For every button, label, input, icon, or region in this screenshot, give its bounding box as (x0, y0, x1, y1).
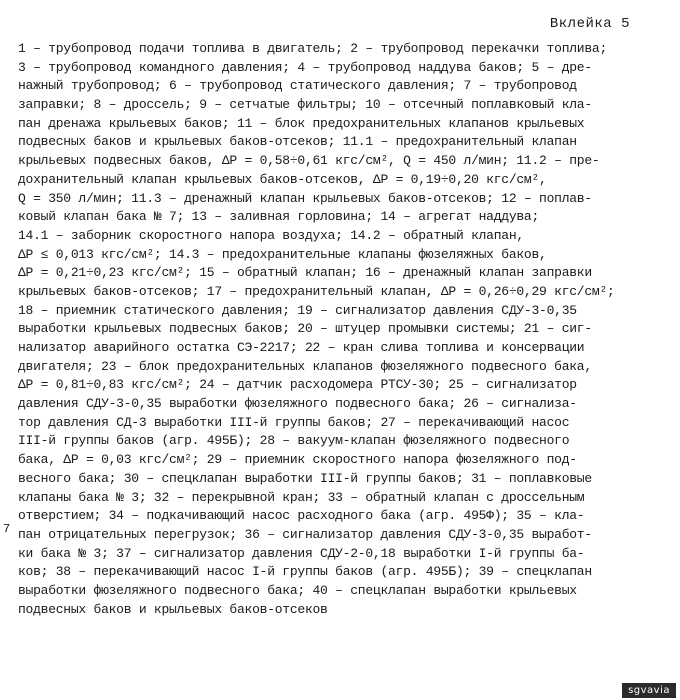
text-line: Q = 350 л/мин; 11.3 – дренажный клапан крыльевых баков-отсеков; 12 – поплав- (18, 190, 592, 206)
text-line: двигателя; 23 – блок предохранительных клапанов фюзеляжного подвесного бака, (18, 358, 592, 374)
text-line: дохранительный клапан крыльевых баков-отсеков, ΔР = 0,19÷0,20 кгс/см², (18, 171, 547, 187)
text-line: ΔР ≤ 0,013 кгс/см²; 14.3 – предохранительные клапаны фюзеляжных баков, (18, 246, 547, 262)
text-line: отверстием; 34 – подкачивающий насос расходного бака (агр. 495Ф); 35 – кла- (18, 508, 585, 524)
text-line: нажный трубопровод; 6 – трубопровод статического давления; 7 – трубопровод (18, 78, 577, 94)
legend-text (18, 40, 658, 619)
text-line: крыльевых баков-отсеков; 17 – предохранительный клапан, ΔР = 0,26÷0,29 кгс/см²; (18, 283, 615, 299)
text-line: ков; 38 – перекачивающий насос I-й группы баков (агр. 495Б); 39 – спецклапан (18, 564, 592, 580)
text-line: ки бака № 3; 37 – сигнализатор давления СДУ-2-0,18 выработки I-й группы ба- (18, 545, 585, 561)
text-line: давления СДУ-3-0,35 выработки фюзеляжного подвесного бака; 26 – сигнализа- (18, 396, 577, 412)
text-line: 1 – трубопровод подачи топлива в двигатель; 2 – трубопровод перекачки топлива; (18, 41, 607, 56)
text-line: 18 – приемник статического давления; 19 – сигнализатор давления СДУ-3-0,35 (18, 302, 577, 318)
text-line: ΔР = 0,21÷0,23 кгс/см²; 15 – обратный клапан; 16 – дренажный клапан заправки (18, 265, 592, 281)
text-line: 14.1 – заборник скоростного напора воздуха; 14.2 – обратный клапан, (18, 227, 524, 243)
text-line: выработки фюзеляжного подвесного бака; 40 – спецклапан выработки крыльевых (18, 582, 577, 598)
page-label: Вклейка 5 (549, 16, 630, 32)
text-line: 3 – трубопровод командного давления; 4 – трубопровод наддува баков; 5 – дре- (18, 59, 592, 75)
text-line: выработки крыльевых подвесных баков; 20 – штуцер промывки системы; 21 – сиг- (18, 321, 592, 337)
text-line: заправки; 8 – дроссель; 9 – сетчатые фильтры; 10 – отсечный поплавковый кла- (18, 97, 592, 113)
text-line: весного бака; 30 – спецклапан выработки III-й группы баков; 31 – поплавковые (18, 470, 592, 486)
text-line: нализатор аварийного остатка СЭ-2217; 22 – кран слива топлива и консервации (18, 340, 585, 355)
text-line: пан дренажа крыльевых баков; 11 – блок предохранительных клапанов крыльевых (18, 115, 585, 131)
text-line: ковый клапан бака № 7; 13 – заливная горловина; 14 – агрегат наддува; (18, 209, 540, 225)
text-line: пан отрицательных перегрузок; 36 – сигнализатор давления СДУ-3-0,35 выработ- (18, 526, 592, 542)
text-line: тор давления СД-3 выработки III-й группы баков; 27 – перекачивающий насос (18, 414, 570, 430)
watermark: sgvavia (622, 683, 676, 698)
margin-mark: 7 (3, 522, 11, 536)
text-line: подвесных баков и крыльевых баков-отсеков; 11.1 – предохранительный клапан (18, 134, 577, 150)
text-line: крыльевых подвесных баков, ΔР = 0,58÷0,61 кгс/см², Q = 450 л/мин; 11.2 – пре- (18, 153, 600, 169)
text-line: III-й группы баков (агр. 495Б); 28 – вакуум-клапан фюзеляжного подвесного (18, 433, 570, 449)
text-line: ΔР = 0,81÷0,83 кгс/см²; 24 – датчик расходомера РТСУ-30; 25 – сигнализатор (18, 377, 577, 393)
text-line: бака, ΔР = 0,03 кгс/см²; 29 – приемник скоростного напора фюзеляжного под- (18, 452, 577, 468)
text-line: клапаны бака № 3; 32 – перекрывной кран; 33 – обратный клапан с дроссельным (18, 489, 585, 505)
text-line: подвесных баков и крыльевых баков-отсеков (18, 601, 328, 617)
